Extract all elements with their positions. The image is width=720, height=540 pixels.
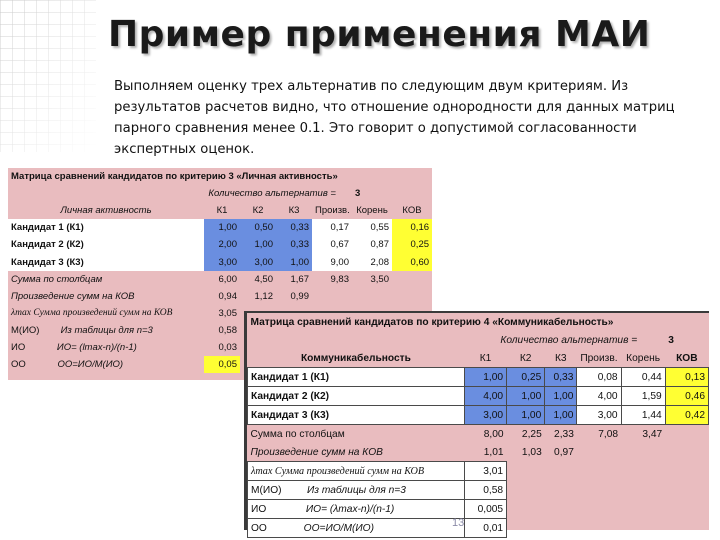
col-sum-cell: 9,83 — [330, 273, 349, 285]
oo-value: 0,05 — [204, 356, 240, 373]
m-io-cell — [8, 322, 204, 339]
m-io-label: М(ИО) — [11, 324, 40, 336]
row-label: Кандидат 2 (К2) — [248, 387, 465, 406]
table-row — [248, 443, 709, 462]
matrix-cell: 1,00 — [507, 387, 545, 406]
root-cell: 0,87 — [352, 236, 392, 253]
lambda-max-value: 3,05 — [218, 307, 237, 319]
row-label: Кандидат 2 (К2) — [8, 236, 204, 253]
table-row — [248, 481, 709, 500]
oo-cell — [8, 356, 204, 373]
matrix-cell: 2,00 — [204, 236, 240, 253]
weight-cell: 0,46 — [665, 387, 708, 406]
col-sum-cell: 1,67 — [290, 273, 309, 285]
table-row — [8, 271, 432, 288]
intro-line: парного сравнения менее 0.1. Это говорит о допустимой согласованности — [114, 121, 637, 136]
matrix-cell: 1,00 — [507, 406, 545, 425]
product-cell: 4,00 — [577, 387, 621, 406]
m-io-label: М(ИО) — [251, 484, 282, 496]
matrix-cell: 1,00 — [276, 253, 312, 270]
weight-cell: 0,42 — [665, 406, 708, 425]
col-sum-cell: 2,25 — [521, 428, 542, 440]
table-row — [8, 236, 432, 253]
product-sum-cell: 0,99 — [290, 290, 309, 302]
matrix-cell: 1,00 — [240, 236, 276, 253]
intro-text — [114, 76, 714, 160]
lambda-max-value: 3,01 — [464, 462, 506, 481]
row-label: Кандидат 3 (К3) — [8, 253, 204, 270]
matrix-cell: 1,00 — [545, 387, 577, 406]
table-row — [248, 500, 709, 519]
matrix-table-criterion-4 — [244, 311, 709, 534]
header-cell: КОВ — [402, 205, 422, 217]
matrix-cell: 4,00 — [464, 387, 506, 406]
table-row — [248, 462, 709, 481]
io-cell — [8, 339, 204, 356]
header-cell: Корень — [626, 352, 661, 364]
col-sum-label: Сумма по столбцам — [250, 428, 345, 440]
criterion-label: Личная активность — [60, 205, 152, 217]
header-cell: Корень — [356, 205, 388, 217]
intro-line: Выполняем оценку трех альтернатив по следующим двум критериям. Из — [114, 79, 629, 94]
table-caption: Матрица сравнений кандидатов по критерию 3 «Личная активность» — [11, 171, 338, 183]
col-sum-cell: 4,50 — [254, 273, 273, 285]
matrix-cell: 0,25 — [507, 368, 545, 387]
root-cell: 0,55 — [352, 219, 392, 236]
oo-formula: ОО=ИО/М(ИО) — [57, 359, 124, 371]
matrix-cell: 0,33 — [276, 236, 312, 253]
weight-cell: 0,16 — [392, 219, 432, 236]
matrix-cell: 3,00 — [204, 253, 240, 270]
row-label: Кандидат 1 (К1) — [248, 368, 465, 387]
header-cell: К2 — [252, 205, 264, 217]
oo-formula: ОО=ИО/М(ИО) — [303, 522, 374, 534]
alt-count: 3 — [355, 188, 361, 200]
weight-cell: 0,25 — [392, 236, 432, 253]
header-cell: Произв. — [580, 352, 618, 364]
col-sum-cell: 3,50 — [370, 273, 389, 285]
product-sum-cell: 0,97 — [554, 446, 574, 458]
alt-count-label: Количество альтернатив = — [500, 334, 638, 346]
root-cell: 1,59 — [621, 387, 665, 406]
col-sum-cell: 8,00 — [483, 428, 504, 440]
col-sum-cell: 2,33 — [554, 428, 574, 440]
row-label: Кандидат 3 (К3) — [248, 406, 465, 425]
table-row — [248, 368, 709, 387]
header-cell: К1 — [216, 205, 228, 217]
col-sum-cell: 7,08 — [598, 428, 619, 440]
matrix-cell: 0,33 — [545, 368, 577, 387]
header-cell: К3 — [288, 205, 300, 217]
oo-value: 0,01 — [464, 519, 506, 538]
matrix-cell: 1,00 — [204, 219, 240, 236]
col-sum-label: Сумма по столбцам — [11, 273, 103, 285]
m-io-note: Из таблицы для n=3 — [60, 324, 153, 336]
slide-title: Пример применения МАИ — [108, 14, 651, 55]
col-sum-cell: 6,00 — [218, 273, 237, 285]
alt-count: 3 — [668, 334, 674, 346]
header-cell: К2 — [519, 352, 532, 364]
io-label: ИО — [11, 341, 26, 353]
root-cell: 1,44 — [621, 406, 665, 425]
io-value: 0,005 — [464, 500, 506, 519]
matrix-cell: 0,50 — [240, 219, 276, 236]
m-io-value: 0,58 — [218, 324, 237, 336]
intro-line: экспертных оценок. — [114, 142, 255, 157]
criterion-label: Коммуникабельность — [300, 352, 411, 364]
weight-cell: 0,60 — [392, 253, 432, 270]
matrix-cell: 1,00 — [545, 406, 577, 425]
product-sum-label: Произведение сумм на КОВ — [250, 446, 383, 458]
product-cell: 0,08 — [577, 368, 621, 387]
row-label: Кандидат 1 (К1) — [8, 219, 204, 236]
lambda-max-label: λmax Сумма произведений сумм на КОВ — [248, 462, 465, 481]
intro-line: результатов расчетов видно, что отношение однородности для данных матриц — [114, 100, 675, 115]
m-io-note: Из таблицы для n=3 — [307, 484, 406, 496]
header-cell: КОВ — [676, 352, 698, 364]
header-cell: К1 — [479, 352, 492, 364]
product-sum-cell: 1,03 — [521, 446, 542, 458]
matrix-cell: 3,00 — [240, 253, 276, 270]
product-sum-cell: 0,94 — [218, 290, 237, 302]
io-cell — [248, 500, 465, 519]
product-sum-cell: 1,01 — [483, 446, 504, 458]
matrix-cell: 3,00 — [464, 406, 506, 425]
table-row — [248, 387, 709, 406]
table-row — [8, 253, 432, 270]
root-cell: 0,44 — [621, 368, 665, 387]
io-formula: ИО= (lmax-n)/(n-1) — [56, 341, 137, 353]
product-cell: 0,17 — [312, 219, 352, 236]
table-caption: Матрица сравнений кандидатов по критерию 4 «Коммуникабельность» — [250, 316, 614, 328]
header-cell: К3 — [554, 352, 567, 364]
m-io-cell — [248, 481, 465, 500]
io-value: 0,03 — [218, 341, 237, 353]
lambda-max-label: λmax Сумма произведений сумм на КОВ — [11, 308, 173, 319]
oo-label: ОО — [251, 522, 267, 534]
table-row — [248, 519, 709, 538]
io-label: ИО — [251, 503, 267, 515]
oo-label: ОО — [11, 359, 26, 371]
product-cell: 3,00 — [577, 406, 621, 425]
page-number: 13 — [452, 517, 465, 529]
oo-cell — [248, 519, 465, 538]
product-sum-cell: 1,12 — [254, 290, 273, 302]
weight-cell: 0,13 — [665, 368, 708, 387]
m-io-value: 0,58 — [464, 481, 506, 500]
io-formula: ИО= (λmax-n)/(n-1) — [305, 503, 395, 515]
table-row — [8, 288, 432, 305]
alt-count-label: Количество альтернатив = — [208, 188, 336, 200]
table-row — [8, 219, 432, 236]
product-sum-label: Произведение сумм на КОВ — [11, 290, 135, 302]
table-row — [248, 406, 709, 425]
matrix-cell: 0,33 — [276, 219, 312, 236]
matrix-cell: 1,00 — [464, 368, 506, 387]
table-row — [248, 425, 709, 444]
col-sum-cell: 3,47 — [642, 428, 663, 440]
decorative-grid — [0, 0, 96, 152]
product-cell: 0,67 — [312, 236, 352, 253]
root-cell: 2,08 — [352, 253, 392, 270]
product-cell: 9,00 — [312, 253, 352, 270]
header-cell: Произв. — [315, 205, 350, 217]
